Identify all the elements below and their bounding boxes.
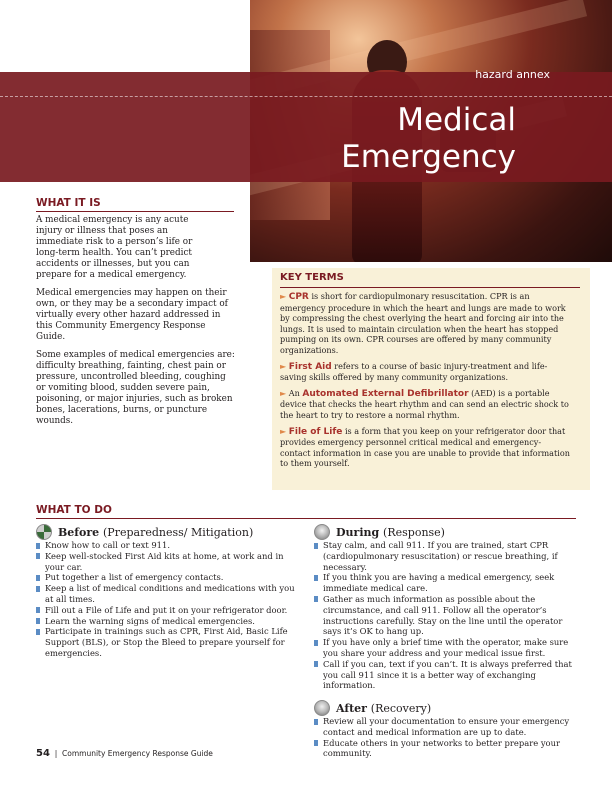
during-heading — [314, 524, 445, 540]
key-terms-heading: KEY TERMS — [280, 272, 344, 283]
key-term-item — [280, 388, 570, 421]
footer-guide-title: Community Emergency Response Guide — [62, 749, 213, 758]
after-label: After — [336, 701, 367, 715]
flame-icon — [314, 524, 330, 540]
key-term-name: CPR — [288, 292, 309, 302]
page-title — [341, 102, 516, 176]
key-term-text: refers to a course of basic injury-treatment and life-saving skills offered by many community organizations. — [280, 360, 548, 383]
before-heading — [36, 524, 253, 540]
title-line-1: Medical — [397, 102, 516, 138]
key-term-name: First Aid — [288, 361, 332, 372]
after-sub: (Recovery) — [370, 701, 432, 715]
list-item: Learn the warning signs of medical emergencies. — [36, 616, 298, 627]
page-footer — [36, 748, 213, 759]
arrow-icon: ► — [280, 426, 287, 436]
what-to-do-rule — [36, 518, 576, 519]
list-item: Participate in trainings such as CPR, First Aid, Basic Life Support (BLS), or Stop the Bleed to prepare yourself for emergencies. — [36, 626, 298, 658]
what-to-do-heading: WHAT TO DO — [36, 504, 112, 516]
list-item: Keep well-stocked First Aid kits at home, at work and in your car. — [36, 551, 298, 573]
list-item: If you think you are having a medical emergency, seek immediate medical care. — [314, 572, 580, 594]
during-label: During — [336, 525, 380, 539]
arrow-icon: ► — [280, 388, 287, 398]
what-it-is-rule — [36, 211, 234, 212]
during-list — [314, 540, 580, 691]
title-band — [0, 72, 612, 182]
list-item: Put together a list of emergency contacts. — [36, 572, 298, 583]
list-item: Keep a list of medical conditions and medications with you at all times. — [36, 583, 298, 605]
key-terms-rule — [280, 287, 580, 288]
key-terms-list — [280, 291, 570, 474]
list-item: Know how to call or text 911. — [36, 540, 298, 551]
arrow-icon: ► — [280, 361, 287, 371]
key-term-text: is a form that you keep on your refrigerator door that provides emergency personnel critical medical and emergency-contact information in case you are unable to provide that information to them yourself. — [280, 425, 570, 469]
annex-label: hazard annex — [475, 68, 550, 81]
list-item: Fill out a File of Life and put it on your refrigerator door. — [36, 605, 298, 616]
umbrella-icon — [36, 524, 52, 540]
after-heading — [314, 700, 431, 716]
list-item: Review all your documentation to ensure your emergency contact and medical information are up to date. — [314, 716, 580, 738]
key-term-item — [280, 361, 570, 383]
list-item: If you have only a brief time with the operator, make sure you share your address and your medical issue first. — [314, 637, 580, 659]
key-term-item — [280, 291, 570, 356]
recovery-icon — [314, 700, 330, 716]
before-sub: (Preparedness/ Mitigation) — [103, 525, 254, 539]
what-it-is-body — [36, 215, 236, 434]
key-term-text: (AED) is a portable device that checks the heart rhythm and can send an electric shock to the heart to try to restore a normal rhythm. — [280, 387, 569, 420]
footer-separator: | — [54, 749, 58, 758]
key-term-text: is short for cardiopulmonary resuscitation. CPR is an emergency procedure in which the heart and lungs are made to work by compressing the chest overlying the heart and forcing air into the lungs. It is used to maintain circulation when the heart has stopped pumping on its own. CPR courses are offered by many community organizations. — [280, 291, 566, 355]
what-it-is-paragraph: Medical emergencies may happen on their own, or they may be a secondary impact of virtually every other hazard addressed in this Community Emergency Response Guide. — [36, 288, 228, 342]
what-it-is-paragraph: Some examples of medical emergencies are: difficulty breathing, fainting, chest pain or pressure, uncontrolled bleeding, coughing or vomiting blood, sudden severe pain, poisoning, or major injuries, such as broken bones, lacerations, burns, or puncture wounds. — [36, 350, 235, 426]
before-list — [36, 540, 298, 659]
title-line-2: Emergency — [341, 139, 516, 175]
key-terms-box — [272, 268, 590, 490]
list-item: Educate others in your networks to better prepare your community. — [314, 738, 580, 760]
key-term-name: File of Life — [288, 426, 343, 437]
during-sub: (Response) — [383, 525, 445, 539]
what-it-is-heading: WHAT IT IS — [36, 197, 101, 209]
list-item: Gather as much information as possible about the circumstance, and call 911. Follow all the operator’s instructions carefully. Stay on the line until the operator says it’s OK to hang up. — [314, 594, 580, 637]
title-band-dash — [0, 96, 612, 97]
what-it-is-paragraph: A medical emergency is any acute injury or illness that poses an immediate risk to a person’s life or long-term health. You can’t predict accidents or illnesses, but you can prepare for a medical emergency. — [36, 215, 193, 280]
key-term-prefix: An — [288, 387, 303, 398]
arrow-icon: ► — [280, 292, 287, 301]
before-label: Before — [58, 525, 100, 539]
page-number: 54 — [36, 748, 50, 759]
key-term-item — [280, 426, 570, 469]
list-item: Call if you can, text if you can’t. It is always preferred that you call 911 since it is a better way of exchanging information. — [314, 659, 580, 691]
key-term-name: Automated External Defibrillator — [302, 388, 469, 399]
after-list — [314, 716, 580, 759]
list-item: Stay calm, and call 911. If you are trained, start CPR (cardiopulmonary resuscitation) or rescue breathing, if necessary. — [314, 540, 580, 572]
